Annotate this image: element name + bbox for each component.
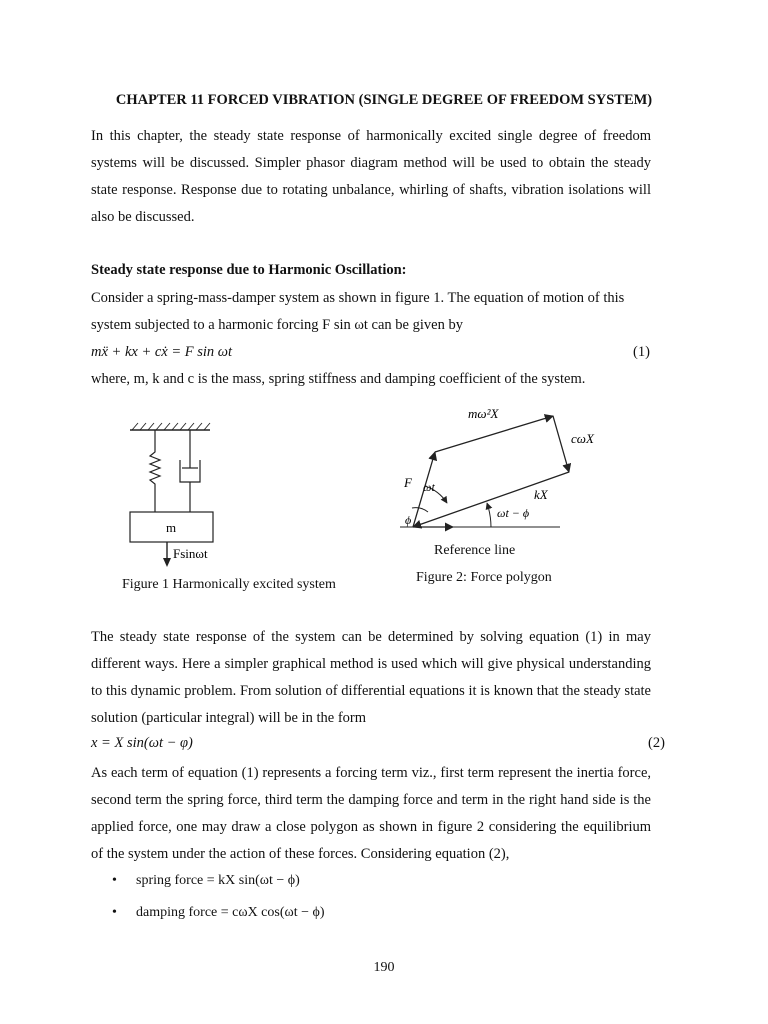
- equation-2: x = X sin(ωt − φ): [91, 735, 193, 751]
- bullet-spring-force: [112, 873, 300, 889]
- equation-1: mẍ + kx + cẋ = F sin ωt: [91, 344, 233, 360]
- label-spring: kX: [534, 487, 548, 502]
- force-arrow-head: [163, 558, 171, 567]
- label-inertia: mω²X: [468, 406, 499, 421]
- force-label: Fsinωt: [173, 546, 208, 561]
- chapter-title: CHAPTER 11 FORCED VIBRATION (SINGLE DEGREE OF FREEDOM SYSTEM): [115, 92, 653, 108]
- equation-2-number: (2): [648, 735, 665, 751]
- figure-1-diagram: [110, 420, 240, 570]
- bullet-dot: •: [112, 905, 117, 920]
- force-terms-paragraph: As each term of equation (1) represents a forcing term viz., first term represent the inertia force, second term the spring force, third term the damping force and term in the right hand side is the applied force, one may draw a close polygon as shown in figure 2 considering the equilibrium of the system under the action of these forces. Considering equation (2),: [91, 765, 651, 862]
- bullet-damping-force: [112, 905, 325, 921]
- ceiling-hatching: [132, 423, 210, 430]
- damping-vector: [553, 416, 569, 472]
- label-damping: cωX: [571, 431, 594, 446]
- section-heading: Steady state response due to Harmonic Oscillation:: [91, 262, 407, 278]
- intro-paragraph: In this chapter, the steady state response of harmonically excited single degree of freedom systems will be discussed. Simpler phasor diagram method will be used to obtain the steady state response. Response due to rotating unbalance, whirling of shafts, vibration isolations will also be discussed.: [91, 128, 651, 225]
- figure-2-force-polygon: [395, 400, 595, 535]
- consider-line-1: Consider a spring-mass-damper system as shown in figure 1. The equation of motion of this: [91, 290, 625, 306]
- phi-arc: [412, 508, 428, 512]
- figure-1-caption: Figure 1 Harmonically excited system: [122, 577, 336, 592]
- spring: [150, 430, 160, 512]
- label-force: F: [404, 475, 412, 490]
- figure-2-caption: Figure 2: Force polygon: [416, 570, 552, 585]
- equation-1-number: (1): [633, 344, 650, 360]
- mass-label: m: [165, 520, 177, 535]
- bullet-text: spring force = kX sin(ωt − ϕ): [136, 873, 300, 888]
- label-wt-phi: ωt − ϕ: [497, 506, 530, 520]
- consider-line-2: system subjected to a harmonic forcing F sin ωt can be given by: [91, 317, 463, 333]
- steady-state-paragraph: The steady state response of the system can be determined by solving equation (1) in may different ways. Here a simpler graphical method is used which will give physical understanding to this dynamic problem. From solution of differential equations it is known that the steady state solution (particular integral) will be in the form: [91, 629, 651, 726]
- bullet-text: damping force = cωX cos(ωt − ϕ): [136, 905, 325, 920]
- page-number: 190: [373, 960, 395, 975]
- inertia-vector: [435, 416, 553, 452]
- wt-phi-arc: [487, 503, 491, 527]
- bullet-dot: •: [112, 873, 117, 888]
- reference-line-label: Reference line: [434, 543, 516, 558]
- damper: [180, 430, 200, 512]
- where-line: where, m, k and c is the mass, spring stiffness and damping coefficient of the system.: [91, 371, 586, 387]
- label-phi: ϕ: [405, 513, 412, 527]
- label-wt: ωt: [423, 480, 435, 494]
